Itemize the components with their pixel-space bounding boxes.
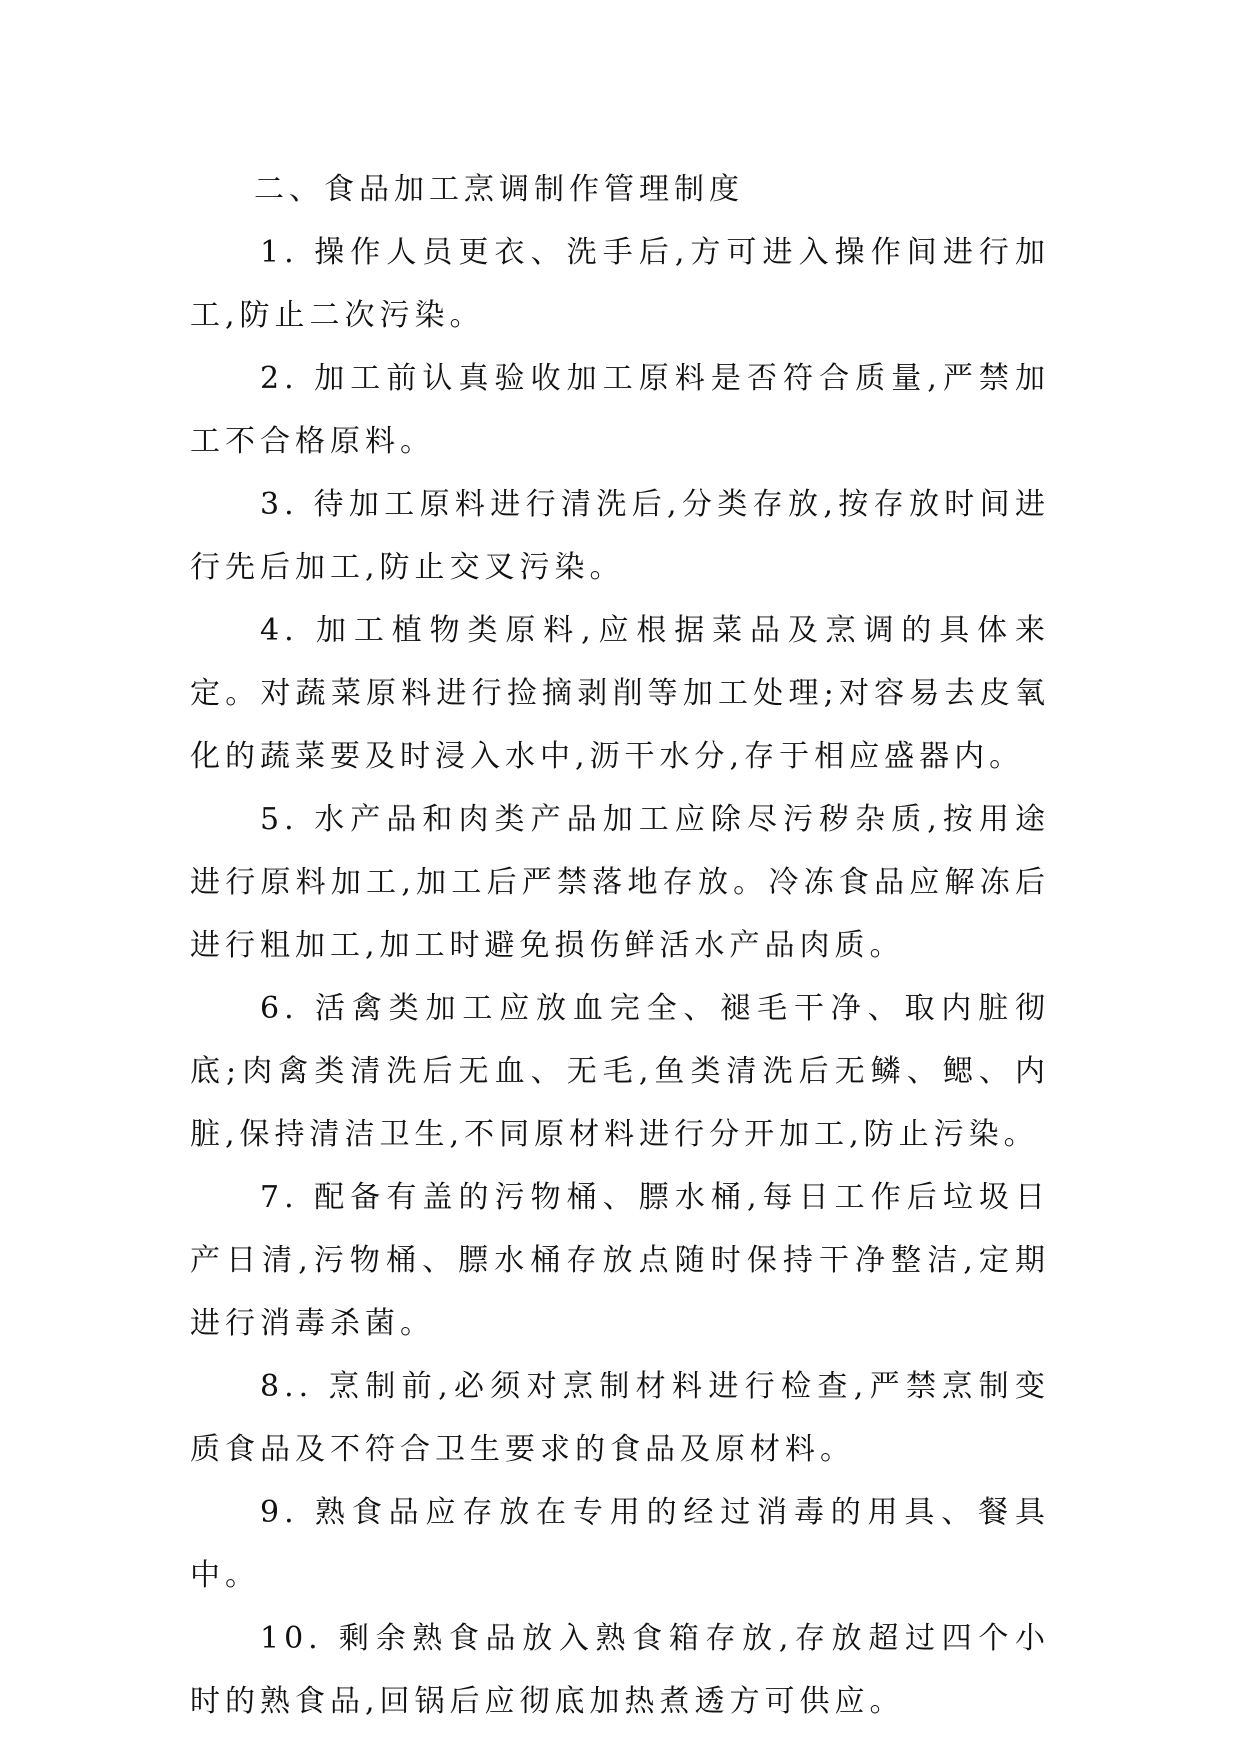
paragraph-8: 8.. 烹制前,必须对烹制材料进行检查,严禁烹制变质食品及不符合卫生要求的食品及原材料。 xyxy=(190,1369,1050,1467)
paragraph-5: 5. 水产品和肉类产品加工应除尽污秽杂质,按用途进行原料加工,加工后严禁落地存放。冷冻食品应解冻后进行粗加工,加工时避免损伤鲜活水产品肉质。 xyxy=(190,802,1050,963)
paragraph-10: 10. 剩余熟食品放入熟食箱存放,存放超过四个小时的熟食品,回锅后应彻底加热煮透方可供应。 xyxy=(190,1621,1050,1719)
paragraph-2: 2. 加工前认真验收加工原料是否符合质量,严禁加工不合格原料。 xyxy=(190,361,1050,459)
paragraph-1: 1. 操作人员更衣、洗手后,方可进入操作间进行加工,防止二次污染。 xyxy=(190,235,1050,333)
section-title: 二、食品加工烹调制作管理制度 xyxy=(254,172,744,207)
paragraph-4: 4. 加工植物类原料,应根据菜品及烹调的具体来定。对蔬菜原料进行捡摘剥削等加工处理;对容易去皮氧化的蔬菜要及时浸入水中,沥干水分,存于相应盛器内。 xyxy=(190,613,1050,774)
paragraph-9: 9. 熟食品应存放在专用的经过消毒的用具、餐具中。 xyxy=(190,1495,1050,1593)
document-body xyxy=(190,158,1050,1733)
paragraph-7: 7. 配备有盖的污物桶、膘水桶,每日工作后垃圾日产日清,污物桶、膘水桶存放点随时保持干净整洁,定期进行消毒杀菌。 xyxy=(190,1180,1050,1341)
paragraph-3: 3. 待加工原料进行清洗后,分类存放,按存放时间进行先后加工,防止交叉污染。 xyxy=(190,487,1050,585)
paragraph-6: 6. 活禽类加工应放血完全、褪毛干净、取内脏彻底;肉禽类清洗后无血、无毛,鱼类清洗后无鳞、鳃、内脏,保持清洁卫生,不同原材料进行分开加工,防止污染。 xyxy=(190,991,1050,1152)
